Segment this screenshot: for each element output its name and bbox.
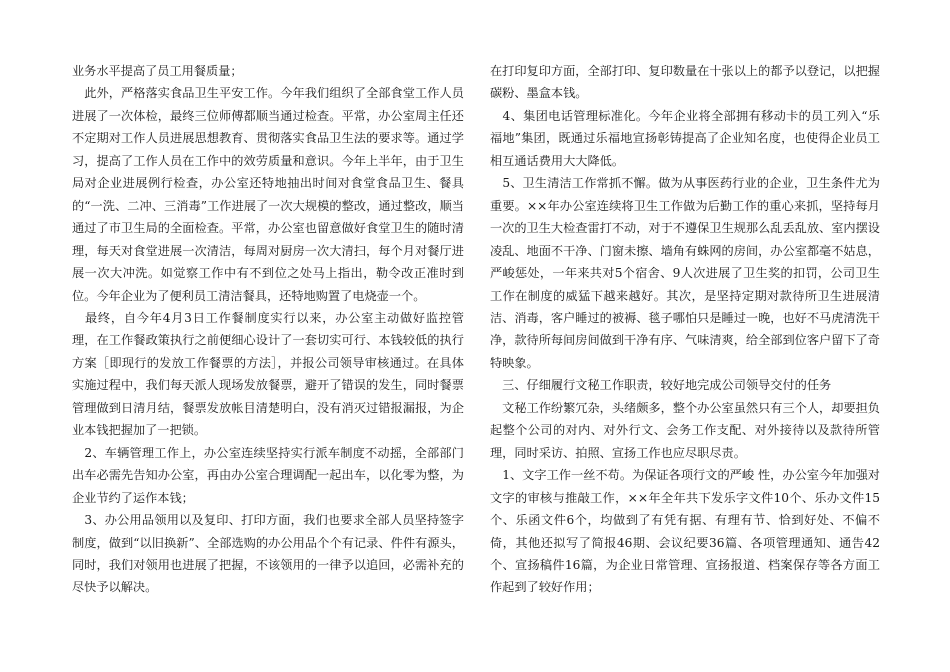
paragraph: 4、集团电话管理标准化。今年企业将全部拥有移动卡的员工列入“乐福地”集团，既通过乐福地宣扬彰铸提高了企业知名度，也使得企业员工相互通话费用大大降低。 — [490, 108, 880, 168]
right-column — [490, 60, 880, 599]
paragraph: 5、卫生清洁工作常抓不懈。做为从事医药行业的企业，卫生条件尤为重要。××年办公室连续将卫生工作做为后勤工作的重心来抓，坚持每月一次的卫生大检查雷打不动，对于不遵保卫生规那么乱丢乱放、室内摆设凌乱、地面不干净、门窗未擦、墙角有蛛网的房间，办公室都毫不姑息，严峻惩处，一年来共对5个宿舍、9人次进展了卫生奖的扣罚，公司卫生工作在制度的威猛下越来越好。其次，是坚持定期对款待所卫生进展清洁、消毒，客户睡过的被褥、毯子哪怕只是睡过一晚，也好不马虎清洗干净，款待所每间房间做到干净有序、气味清爽，给全部到位客户留下了奇特映象。 — [490, 176, 880, 370]
paragraph: 在打印复印方面，全部打印、复印数量在十张以上的都予以登记，以把握碳粉、墨盒本钱。 — [490, 64, 880, 101]
paragraph: 1、文字工作一丝不苟。为保证各项行文的严峻 性，办公室今年加强对文字的审核与推敲工作，××年全年共下发乐字文件10个、乐办文件15个、乐函文件6个，均做到了有凭有据、有理有节、恰到好处、不偏不倚，其他还拟写了简报46期、会议纪要36篇、各项管理通知、通告42个、宣扬稿件16篇，为企业日常管理、宣扬报道、档案保存等各方面工作起到了较好作用； — [490, 468, 880, 595]
paragraph: 最终，自今年4月3日工作餐制度实行以来，办公室主动做好监控管理，在工作餐政策执行之前便细心设计了一套切实可行、本钱较低的执行方案［即现行的发放工作餐票的方法］，并报公司领导审核通过。在具体实施过程中，我们每天派人现场发放餐票，避开了错误的发生，同时餐票管理做到日清月结，餐票发放帐目清楚明白，没有消灭过错报漏报，为企业本钱把握加了一把锁。 — [72, 310, 464, 438]
paragraph: 此外，严格落实食品卫生平安工作。今年我们组织了全部食堂工作人员进展了一次体检，最终三位师傅都顺当通过检查。平常，办公室周主任还不定期对工作人员进展思想教育、贯彻落实食品卫生法的要求等。通过学习，提高了工作人员在工作中的效劳质量和意识。今年上半年，由于卫生局对企业进展例行检查，办公室还特地抽出时间对食堂食品卫生、餐具的“一洗、二冲、三消毒”工作进展了一次大规模的整改，通过整改，顺当通过了市卫生局的全面检查。平常，办公室也留意做好食堂卫生的随时清理，每天对食堂进展一次清洁，每周对厨房一次大清扫，每个月对餐厅进展一次大冲洗。如觉察工作中有不到位之处马上指出，勒令改正准时到位。今年企业为了便利员工清洁餐具，还特地购置了电烧壶一个。 — [72, 86, 464, 303]
paragraph: 业务水平提高了员工用餐质量； — [72, 64, 243, 78]
paragraph: 2、车辆管理工作上，办公室连续坚持实行派车制度不动摇，全部部门出车必需先告知办公室，再由办公室合理调配一起出车，以化零为整，为企业节约了运作本钱； — [72, 445, 464, 505]
left-column — [72, 60, 464, 599]
paragraph: 3、办公用品领用以及复印、打印方面，我们也要求全部人员坚持签字制度，做到“以旧换新”、全部选购的办公用品个个有记录、件件有源头，同时，我们对领用也进展了把握，不该领用的一律予以追回，必需补充的尽快予以解决。 — [72, 513, 464, 595]
section-heading: 三、仔细履行文秘工作职责，较好地完成公司领导交付的任务 — [490, 378, 832, 393]
paragraph: 文秘工作纷繁冗杂，头绪颇多，整个办公室虽然只有三个人，却要担负起整个公司的对内、对外行文、会务工作支配、对外接待以及款待所管理，同时采访、拍照、宣扬工作也应尽职尽责。 — [490, 400, 880, 460]
